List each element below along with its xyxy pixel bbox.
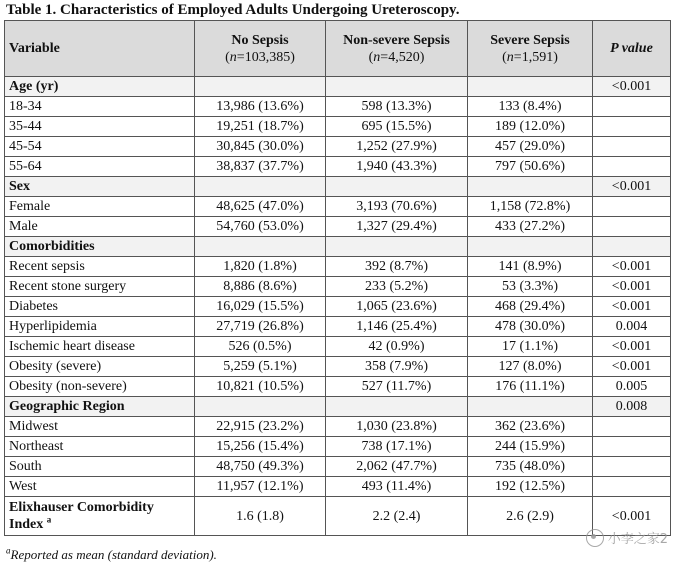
footnote-text: Reported as mean (standard deviation). [10, 547, 217, 562]
cell-nonsevere-sepsis: 2.2 (2.4) [326, 497, 468, 536]
cell-nonsevere-sepsis: 42 (0.9%) [326, 337, 468, 357]
cell-severe-sepsis: 797 (50.6%) [468, 157, 593, 177]
cell-nonsevere-sepsis: 493 (11.4%) [326, 477, 468, 497]
row-label: Midwest [5, 417, 195, 437]
header-no-sepsis-label: No Sepsis [231, 32, 289, 48]
table-row [5, 157, 671, 177]
table-body [5, 77, 671, 536]
cell-no-sepsis: 16,029 (15.5%) [195, 297, 326, 317]
row-label: Age (yr) [5, 77, 195, 97]
row-label: Recent stone surgery [5, 277, 195, 297]
cell-nonsevere-sepsis: 1,030 (23.8%) [326, 417, 468, 437]
cell-no-sepsis: 38,837 (37.7%) [195, 157, 326, 177]
row-label: Female [5, 197, 195, 217]
watermark-text: 小李之家2 [607, 532, 668, 547]
cell-nonsevere-sepsis: 1,940 (43.3%) [326, 157, 468, 177]
cell-nonsevere-sepsis: 3,193 (70.6%) [326, 197, 468, 217]
cell-no-sepsis [195, 397, 326, 417]
cell-severe-sepsis: 433 (27.2%) [468, 217, 593, 237]
row-label [5, 497, 195, 536]
section-row [5, 177, 671, 197]
row-label: Northeast [5, 437, 195, 457]
row-label-text: Elixhauser Comorbidity Index [9, 500, 154, 532]
table-row [5, 477, 671, 497]
cell-severe-sepsis: 735 (48.0%) [468, 457, 593, 477]
cell-severe-sepsis [468, 397, 593, 417]
cell-nonsevere-sepsis [326, 177, 468, 197]
row-label: 18-34 [5, 97, 195, 117]
cell-no-sepsis [195, 177, 326, 197]
header-severe-sepsis [468, 21, 593, 77]
cell-severe-sepsis: 1,158 (72.8%) [468, 197, 593, 217]
cell-no-sepsis [195, 237, 326, 257]
cell-severe-sepsis: 457 (29.0%) [468, 137, 593, 157]
cell-p-value: <0.001 [593, 77, 671, 97]
table-row [5, 277, 671, 297]
cell-nonsevere-sepsis: 1,327 (29.4%) [326, 217, 468, 237]
table-row [5, 97, 671, 117]
row-label: 35-44 [5, 117, 195, 137]
cell-nonsevere-sepsis: 695 (15.5%) [326, 117, 468, 137]
cell-p-value [593, 197, 671, 217]
cell-no-sepsis: 22,915 (23.2%) [195, 417, 326, 437]
cell-nonsevere-sepsis [326, 237, 468, 257]
cell-no-sepsis: 48,625 (47.0%) [195, 197, 326, 217]
section-row [5, 77, 671, 97]
table-row [5, 377, 671, 397]
cell-p-value: <0.001 [593, 357, 671, 377]
footnote-mark: a [6, 545, 11, 556]
cell-nonsevere-sepsis: 392 (8.7%) [326, 257, 468, 277]
cell-no-sepsis: 5,259 (5.1%) [195, 357, 326, 377]
table-row [5, 337, 671, 357]
cell-no-sepsis: 10,821 (10.5%) [195, 377, 326, 397]
row-label: Obesity (non-severe) [5, 377, 195, 397]
cell-p-value [593, 237, 671, 257]
cell-p-value: <0.001 [593, 337, 671, 357]
row-label: Diabetes [5, 297, 195, 317]
cell-p-value [593, 117, 671, 137]
cell-p-value [593, 457, 671, 477]
table-caption: Table 1. Characteristics of Employed Adults Undergoing Ureteroscopy. [6, 2, 460, 18]
cell-nonsevere-sepsis: 233 (5.2%) [326, 277, 468, 297]
row-label-footnote-mark: a [46, 514, 52, 525]
cell-no-sepsis: 1,820 (1.8%) [195, 257, 326, 277]
header-variable: Variable [5, 21, 195, 77]
table-row [5, 437, 671, 457]
cell-p-value: 0.005 [593, 377, 671, 397]
cell-severe-sepsis: 17 (1.1%) [468, 337, 593, 357]
cell-nonsevere-sepsis: 1,146 (25.4%) [326, 317, 468, 337]
cell-p-value [593, 137, 671, 157]
cell-severe-sepsis: 176 (11.1%) [468, 377, 593, 397]
cell-nonsevere-sepsis: 598 (13.3%) [326, 97, 468, 117]
row-label: Male [5, 217, 195, 237]
cell-p-value [593, 477, 671, 497]
cell-p-value: <0.001 [593, 257, 671, 277]
cell-no-sepsis: 19,251 (18.7%) [195, 117, 326, 137]
cell-severe-sepsis: 2.6 (2.9) [468, 497, 593, 536]
cell-severe-sepsis: 53 (3.3%) [468, 277, 593, 297]
cell-p-value: <0.001 [593, 497, 671, 536]
header-row [5, 21, 671, 77]
row-label: South [5, 457, 195, 477]
cell-severe-sepsis: 127 (8.0%) [468, 357, 593, 377]
table-row [5, 317, 671, 337]
header-severe-label: Severe Sepsis [490, 32, 570, 48]
cell-severe-sepsis: 244 (15.9%) [468, 437, 593, 457]
header-no-sepsis [195, 21, 326, 77]
header-nonsevere-label: Non-severe Sepsis [343, 32, 450, 48]
cell-severe-sepsis [468, 177, 593, 197]
cell-severe-sepsis [468, 237, 593, 257]
table-row [5, 357, 671, 377]
header-severe-n: (n=1,591) [502, 49, 558, 65]
cell-severe-sepsis: 478 (30.0%) [468, 317, 593, 337]
header-no-sepsis-n: (n=103,385) [225, 49, 295, 65]
cell-no-sepsis: 15,256 (15.4%) [195, 437, 326, 457]
cell-no-sepsis: 1.6 (1.8) [195, 497, 326, 536]
table-row [5, 457, 671, 477]
cell-no-sepsis: 27,719 (26.8%) [195, 317, 326, 337]
section-row [5, 397, 671, 417]
table-row [5, 417, 671, 437]
row-label: 55-64 [5, 157, 195, 177]
cell-nonsevere-sepsis: 1,065 (23.6%) [326, 297, 468, 317]
cell-severe-sepsis: 362 (23.6%) [468, 417, 593, 437]
footnote [6, 547, 217, 563]
table-row [5, 197, 671, 217]
cell-no-sepsis: 13,986 (13.6%) [195, 97, 326, 117]
characteristics-table [4, 20, 671, 536]
header-p-value: P value [593, 21, 671, 77]
cell-p-value [593, 97, 671, 117]
row-label: Sex [5, 177, 195, 197]
table-row [5, 497, 671, 536]
header-nonsevere-n: (n=4,520) [368, 49, 425, 65]
table-row [5, 137, 671, 157]
cell-p-value [593, 417, 671, 437]
cell-p-value: <0.001 [593, 177, 671, 197]
header-nonsevere-sepsis [326, 21, 468, 77]
wechat-icon [586, 529, 604, 547]
row-label: Comorbidities [5, 237, 195, 257]
cell-nonsevere-sepsis: 1,252 (27.9%) [326, 137, 468, 157]
table-row [5, 117, 671, 137]
cell-no-sepsis: 8,886 (8.6%) [195, 277, 326, 297]
cell-p-value: <0.001 [593, 277, 671, 297]
cell-no-sepsis: 48,750 (49.3%) [195, 457, 326, 477]
cell-no-sepsis: 11,957 (12.1%) [195, 477, 326, 497]
cell-p-value [593, 437, 671, 457]
cell-no-sepsis: 526 (0.5%) [195, 337, 326, 357]
cell-p-value [593, 157, 671, 177]
cell-severe-sepsis: 133 (8.4%) [468, 97, 593, 117]
cell-severe-sepsis: 189 (12.0%) [468, 117, 593, 137]
section-row [5, 237, 671, 257]
cell-nonsevere-sepsis: 738 (17.1%) [326, 437, 468, 457]
cell-p-value [593, 217, 671, 237]
cell-no-sepsis [195, 77, 326, 97]
cell-nonsevere-sepsis: 2,062 (47.7%) [326, 457, 468, 477]
cell-nonsevere-sepsis [326, 397, 468, 417]
cell-p-value: 0.004 [593, 317, 671, 337]
row-label: West [5, 477, 195, 497]
row-label: 45-54 [5, 137, 195, 157]
table-row [5, 297, 671, 317]
row-label: Recent sepsis [5, 257, 195, 277]
cell-nonsevere-sepsis: 358 (7.9%) [326, 357, 468, 377]
watermark [586, 528, 668, 547]
table-row [5, 257, 671, 277]
table-row [5, 217, 671, 237]
cell-nonsevere-sepsis [326, 77, 468, 97]
cell-severe-sepsis: 141 (8.9%) [468, 257, 593, 277]
cell-severe-sepsis [468, 77, 593, 97]
cell-no-sepsis: 54,760 (53.0%) [195, 217, 326, 237]
row-label: Geographic Region [5, 397, 195, 417]
cell-p-value: 0.008 [593, 397, 671, 417]
row-label: Hyperlipidemia [5, 317, 195, 337]
cell-severe-sepsis: 468 (29.4%) [468, 297, 593, 317]
cell-severe-sepsis: 192 (12.5%) [468, 477, 593, 497]
row-label: Obesity (severe) [5, 357, 195, 377]
row-label: Ischemic heart disease [5, 337, 195, 357]
cell-no-sepsis: 30,845 (30.0%) [195, 137, 326, 157]
cell-p-value: <0.001 [593, 297, 671, 317]
cell-nonsevere-sepsis: 527 (11.7%) [326, 377, 468, 397]
